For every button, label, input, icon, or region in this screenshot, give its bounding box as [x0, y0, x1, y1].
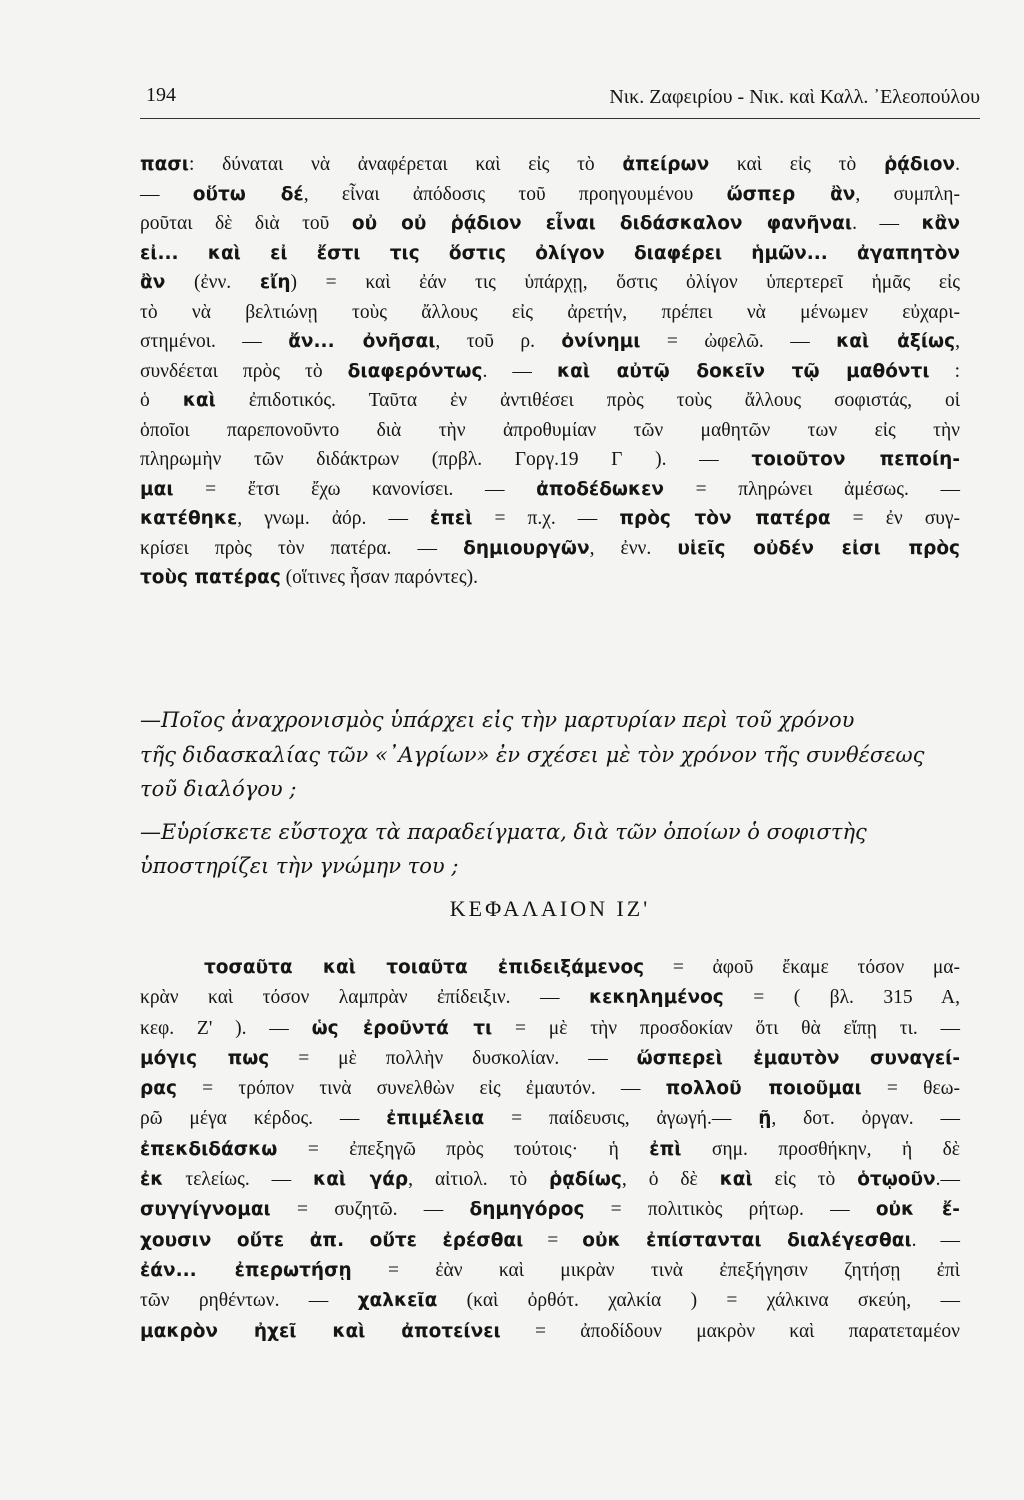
gloss-text: —: [140, 183, 193, 205]
gloss-text: . —: [482, 360, 557, 382]
lemma-term: δημηγόρος: [469, 1199, 585, 1221]
gloss-text: = μὲ πολλὴν δυσκολίαν. —: [269, 1047, 637, 1069]
lemma-term: ὁτῳοῦν: [857, 1169, 936, 1191]
lemma-term: οὕτω δέ: [192, 183, 304, 205]
gloss-text: = ὠφελῶ. —: [640, 331, 837, 352]
gloss-text: ροῦται δὲ διὰ τοῦ: [140, 213, 352, 234]
text-line: [140, 1074, 960, 1104]
gloss-text: εἰς τὸ: [752, 1169, 858, 1191]
text-line: [140, 298, 960, 328]
text-line: [140, 1044, 960, 1074]
gloss-text: , δοτ. ὀργαν. —: [771, 1108, 960, 1130]
lemma-term: καὶ ἀξίως: [836, 331, 956, 352]
lemma-term: χουσιν οὔτε ἀπ. οὔτε ἐρέσθαι: [140, 1229, 524, 1251]
question-line: —Εὑρίσκετε εὔστοχα τὰ παραδείγματα, διὰ τῶν ὁποίων ὁ σοφιστὴς: [140, 819, 867, 844]
lemma-term: πρὸς τὸν πατέρα: [619, 508, 831, 529]
text-line: [140, 327, 960, 357]
gloss-text: (οἵτινες ἦσαν παρόντες).: [280, 567, 478, 588]
page-header: [140, 84, 980, 118]
text-line: [140, 1195, 960, 1225]
text-line: [140, 1256, 960, 1286]
gloss-text: = π.χ. —: [472, 508, 620, 529]
gloss-text: = τρόπον τινὰ συνελθὼν εἰς ἐμαυτόν. —: [176, 1078, 666, 1100]
gloss-text: .—: [935, 1169, 960, 1191]
gloss-text: , γνωμ. ἀόρ. —: [237, 508, 430, 529]
gloss-text: = πληρώνει ἀμέσως. —: [664, 478, 960, 500]
gloss-text: συνδέεται πρὸς τὸ: [140, 360, 348, 382]
text-line: [140, 180, 960, 210]
gloss-text: = θεω-: [861, 1078, 960, 1100]
gloss-text: ) = καὶ ἐάν τις ὑπάρχῃ, ὅστις ὀλίγον ὑπερτερεῖ ἡμᾶς εἰς: [290, 272, 960, 293]
text-line: [140, 416, 960, 446]
text-line: [140, 1014, 960, 1044]
lemma-term: ὡς ἐροῦντά τι: [311, 1017, 493, 1039]
lemma-term: ἐπεκδιδάσκω: [140, 1138, 278, 1160]
text-line: [140, 239, 960, 269]
gloss-text: στημένοι. —: [140, 331, 289, 352]
lemma-term: μακρὸν ἠχεῖ καὶ ἀποτείνει: [140, 1320, 501, 1342]
page-number: 194: [146, 84, 176, 106]
lemma-term: κἂν: [921, 213, 960, 234]
gloss-text: = ( βλ. 315 Α,: [723, 987, 960, 1009]
text-line: [140, 983, 960, 1013]
lemma-term: κεκηλημένος: [588, 987, 724, 1009]
lemma-term: πασι: [140, 154, 189, 175]
gloss-text: ὁποῖοι παρεπονοῦντο διὰ τὴν ἀπροθυμίαν τῶν μαθητῶν των εἰς τὴν: [140, 419, 960, 441]
gloss-text: ,: [955, 331, 960, 352]
text-line: [140, 953, 960, 983]
lemma-term: ῥᾴδιον: [883, 154, 956, 175]
lemma-term: ἐπεὶ: [429, 508, 473, 529]
gloss-text: = πολιτικὸς ρήτωρ. —: [584, 1199, 876, 1221]
lemma-term: ἂν: [140, 272, 166, 293]
gloss-text: (ἐνν.: [165, 272, 260, 293]
header-rule: [140, 118, 980, 119]
gloss-text: :: [929, 360, 961, 382]
gloss-text: κεφ. Ζ' ). —: [140, 1017, 312, 1039]
text-line: [140, 1226, 960, 1256]
gloss-text: . —: [911, 1229, 960, 1251]
question-line: —Ποῖος ἀναχρονισμὸς ὑπάρχει εἰς τὴν μαρτυρίαν περὶ τοῦ χρόνου: [140, 708, 855, 732]
text-line: [140, 445, 960, 475]
lemma-term: ὥσπερεὶ ἐμαυτὸν συναγεί-: [636, 1047, 961, 1069]
lemma-term: ἀπείρων: [622, 154, 710, 175]
running-head: Νικ. Ζαφειρίου - Νικ. καὶ Καλλ. ᾿Ελεοπούλου: [609, 86, 980, 108]
lemma-term: οὐκ ἐπίστανται διαλέγεσθαι: [582, 1229, 912, 1251]
gloss-text: = παίδευσις, ἀγωγή.—: [484, 1108, 759, 1130]
gloss-text: = μὲ τὴν προσδοκίαν ὅτι θὰ εἴπῃ τι. —: [492, 1017, 961, 1039]
gloss-text: = ἀποδίδουν μακρὸν καὶ παρατεταμέον: [500, 1320, 960, 1342]
lemma-term: ἐκ: [140, 1169, 164, 1191]
gloss-text: τῶν ρηθέντων. —: [140, 1290, 358, 1312]
gloss-text: ὁ: [140, 390, 183, 411]
lemma-term: οὐκ ἔ-: [875, 1199, 960, 1221]
lemma-term: καὶ: [719, 1169, 753, 1191]
chapter-heading: ΚΕΦΑΛΑΙΟΝ ΙΖ': [449, 896, 651, 921]
gloss-text: , αἰτιολ. τὸ: [408, 1169, 549, 1191]
gloss-text: , εἶναι ἀπόδοσις τοῦ προηγουμένου: [303, 183, 727, 205]
gloss-text: , συμπλη-: [855, 183, 960, 205]
lemma-term: ὀνίνημι: [561, 331, 641, 352]
gloss-text: καὶ εἰς τὸ: [709, 154, 884, 175]
text-line: [140, 268, 960, 298]
gloss-text: τὸ νὰ βελτιώνῃ τοὺς ἄλλους εἰς ἀρετήν, πρέπει νὰ μένωμεν εὐχαρι-: [140, 301, 960, 323]
lemma-term: εἰ... καὶ εἰ ἔστι τις ὅστις ὀλίγον διαφέρει ἡμῶν... ἀγαπητὸν: [140, 242, 960, 264]
gloss-text: ρῶ μέγα κέρδος. —: [140, 1108, 387, 1130]
lemma-term: ἐπιμέλεια: [386, 1108, 485, 1130]
gloss-text: .: [955, 154, 960, 175]
gloss-text: τελείως. —: [163, 1169, 314, 1191]
gloss-text: , ἐνν.: [589, 537, 678, 559]
gloss-text: πληρωμὴν τῶν διδάκτρων (πρβλ. Γοργ.19 Γ ). —: [140, 449, 752, 470]
text-line: [140, 386, 960, 416]
gloss-text: = συζητῶ. —: [270, 1199, 470, 1221]
text-line: [140, 563, 960, 593]
text-line: [140, 534, 960, 564]
gloss-text: κρίσει πρὸς τὸν πατέρα. —: [140, 537, 464, 559]
gloss-text: (καὶ ὀρθότ. χαλκία ) = χάλκινα σκεύη, —: [437, 1290, 960, 1312]
lemma-term: τοσαῦτα καὶ τοιαῦτα ἐπιδειξάμενος: [204, 957, 645, 978]
lemma-term: διαφερόντως: [347, 360, 483, 382]
gloss-text: = ἔτσι ἔχω κανονίσει. —: [173, 478, 537, 500]
gloss-text: , ὁ δὲ: [621, 1169, 720, 1191]
gloss-text: κρὰν καὶ τόσον λαμπρὰν ἐπίδειξιν. —: [140, 987, 589, 1009]
question-line: τῆς διδασκαλίας τῶν «᾿Αγρίων» ἐν σχέσει μὲ τὸν χρόνον τῆς συνθέσεως: [140, 742, 925, 767]
gloss-text: = ἐν συγ-: [830, 508, 961, 529]
lemma-term: μόγις πως: [140, 1047, 270, 1069]
lemma-term: καὶ γάρ: [313, 1169, 409, 1191]
gloss-text: σημ. προσθήκην, ἡ δὲ: [681, 1138, 960, 1160]
text-line: [140, 209, 960, 239]
lemma-term: χαλκεῖα: [357, 1290, 438, 1312]
lemma-term: ἐπὶ: [649, 1138, 682, 1160]
gloss-text: = ἀφοῦ ἔκαμε τόσον μα-: [644, 957, 961, 978]
chapter-commentary-block: [140, 953, 960, 1347]
lemma-term: καὶ: [182, 390, 216, 411]
text-line: [140, 150, 960, 180]
commentary-block: [140, 150, 960, 593]
gloss-text: = ἐπεξηγῶ πρὸς τούτοις· ἡ: [277, 1138, 650, 1160]
lemma-term: εἴη: [259, 272, 291, 293]
gloss-text: ἐπιδοτικός. Ταῦτα ἐν ἀντιθέσει πρὸς τοὺς ἄλλους σοφιστάς, οἱ: [215, 390, 961, 411]
lemma-term: ρας: [140, 1078, 177, 1100]
lemma-term: ἀποδέδωκεν: [536, 478, 665, 500]
lemma-term: ῇ: [758, 1108, 772, 1130]
lemma-term: ἄν... ὀνῆσαι: [288, 331, 436, 352]
lemma-term: ἐάν... ἐπερωτήσῃ: [140, 1259, 352, 1281]
question-line: ὑποστηρίζει τὴν γνώμην του ;: [140, 854, 459, 878]
lemma-term: οὐ οὐ ῥᾴδιον εἶναι διδάσκαλον φανῆναι: [351, 213, 853, 234]
gloss-text: = ἐὰν καὶ μικρὰν τινὰ ἐπεξήγησιν ζητήσῃ ἐπὶ: [351, 1259, 960, 1281]
lemma-term: ὥσπερ ἂν: [726, 183, 856, 205]
lemma-term: συγγίγνομαι: [140, 1199, 271, 1221]
gloss-text: . —: [852, 213, 922, 234]
text-line: [140, 1165, 960, 1195]
lemma-term: κατέθηκε: [140, 508, 238, 529]
lemma-term: τοὺς πατέρας: [140, 567, 281, 588]
lemma-term: καὶ αὐτῷ δοκεῖν τῷ μαθόντι: [556, 360, 930, 382]
text-line: [140, 504, 960, 534]
gloss-text: =: [523, 1229, 583, 1251]
text-line: [140, 1135, 960, 1165]
lemma-term: υἱεῖς οὐδέν εἰσι πρὸς: [677, 537, 961, 559]
lemma-term: δημιουργῶν: [463, 537, 590, 559]
gloss-text: , τοῦ ρ.: [435, 331, 562, 352]
question-line: τοῦ διαλόγου ;: [140, 777, 297, 801]
gloss-text: : δύναται νὰ ἀναφέρεται καὶ εἰς τὸ: [188, 154, 623, 175]
text-line: [140, 357, 960, 387]
lemma-term: μαι: [140, 478, 174, 500]
review-questions: [140, 703, 960, 884]
text-line: [140, 1104, 960, 1134]
text-line: [140, 1286, 960, 1316]
lemma-term: τοιοῦτον πεποίη-: [751, 449, 960, 470]
lemma-term: ῥᾳδίως: [548, 1169, 622, 1191]
text-line: [140, 475, 960, 505]
text-line: [140, 1317, 960, 1347]
lemma-term: πολλοῦ ποιοῦμαι: [665, 1078, 862, 1100]
